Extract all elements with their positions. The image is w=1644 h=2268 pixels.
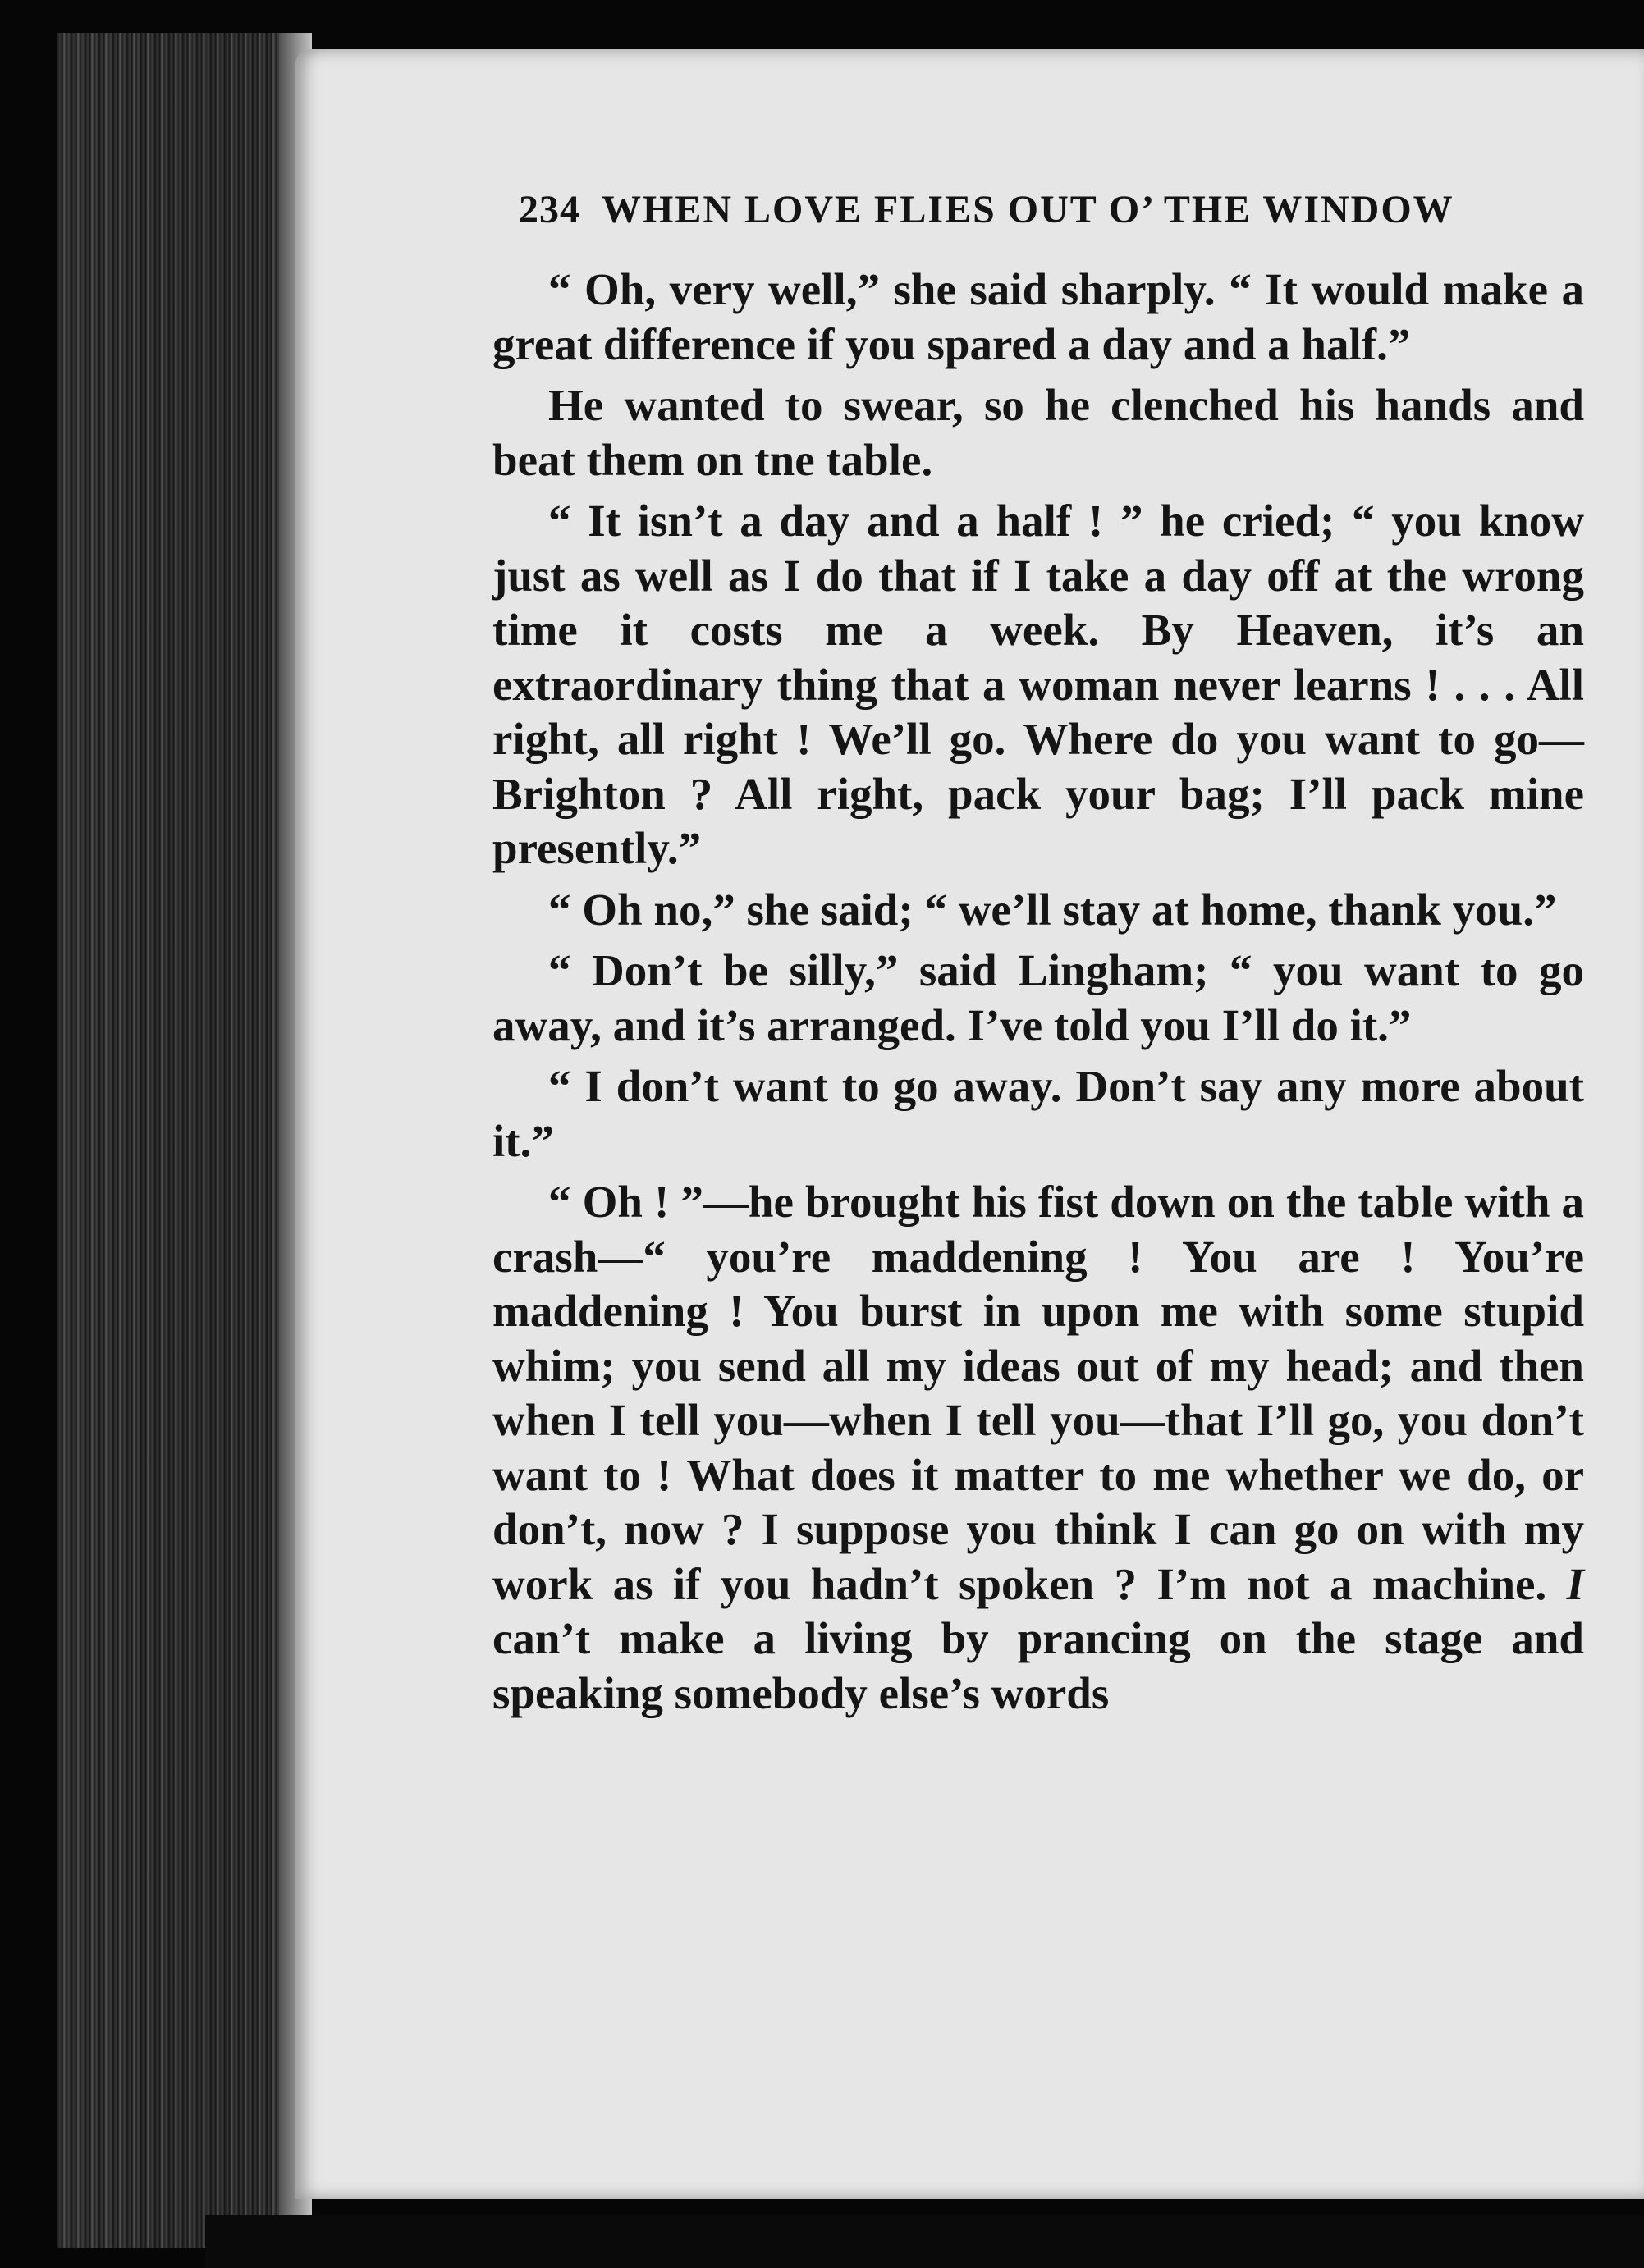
running-head: WHEN LOVE FLIES OUT O’ THE WINDOW (602, 188, 1454, 231)
page-header (519, 187, 1586, 232)
book-page-edges (57, 33, 312, 2248)
paragraph-1: “ Oh, very well,” she said sharply. “ It would make a great difference if you spared a day and a half.” (492, 264, 1584, 369)
page-number: 234 (519, 188, 580, 231)
paragraph-2: He wanted to swear, so he clenched his hands and beat them on tne table. (492, 380, 1584, 485)
body-text (492, 263, 1584, 1721)
paragraph-7 (492, 1175, 1584, 1721)
paragraph-6: “ I don’t want to go away. Don’t say any more about it.” (492, 1061, 1584, 1166)
paragraph-7-text-after: can’t make a living by prancing on the stage and speaking somebody else’s words (492, 1613, 1584, 1718)
paragraph-4: “ Oh no,” she said; “ we’ll stay at home, thank you.” (548, 884, 1557, 935)
paragraph-7-emphasis: I (1566, 1558, 1584, 1609)
paragraph-7-text-before: “ Oh ! ”—he brought his fist down on the table with a crash—“ you’re maddening ! You are ! You’re maddening ! You burst in upon me with some stupid whim; you send all my ideas out of my head; and then when I tell you—when I tell you—that I’ll go, you don’t want to ! What does it matter to me whether we do, or don’t, now ? I suppose you think I can go on with my work as if you hadn’t spoken ? I’m not a machine. (492, 1177, 1584, 1609)
bottom-shadow (205, 2215, 1644, 2268)
paragraph-3: “ It isn’t a day and a half ! ” he cried; “ you know just as well as I do that if I take a day off at the wrong time it costs me a week. By Heaven, it’s an extraordinary thing that a woman never learns ! . . . All right, all right ! We’ll go. Where do you want to go—Brighton ? All right, pack your bag; I’ll pack mine presently.” (492, 496, 1584, 873)
paragraph-5: “ Don’t be silly,” said Lingham; “ you want to go away, and it’s arranged. I’ve told you I’ll do it.” (492, 945, 1584, 1050)
